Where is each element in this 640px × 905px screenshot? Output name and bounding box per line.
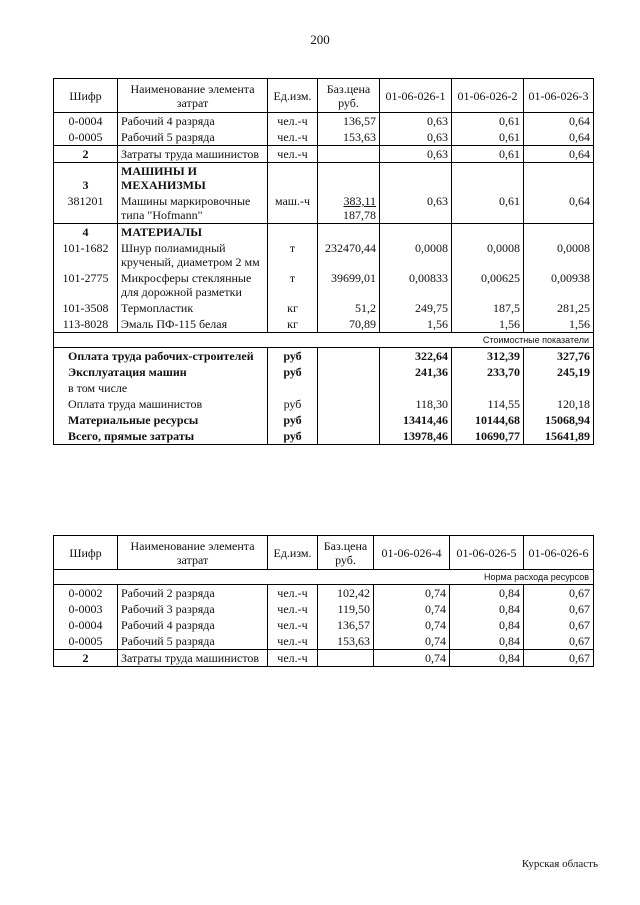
cell-v3: 0,00938 — [524, 270, 594, 300]
cell-unit: чел.-ч — [268, 146, 318, 163]
cell-v2: 1,56 — [452, 316, 524, 333]
cell-unit: кг — [268, 300, 318, 316]
cell-code: 2 — [54, 650, 118, 667]
cell-unit: чел.-ч — [268, 113, 318, 130]
cell-v2: 0,61 — [452, 129, 524, 146]
resource-norm-caption: Норма расхода ресурсов — [54, 570, 594, 585]
cell-code: 3 — [54, 163, 118, 194]
cell-v3: 0,67 — [524, 585, 594, 602]
table-row — [54, 585, 594, 602]
cell-code: 381201 — [54, 193, 118, 224]
table-row — [54, 300, 594, 316]
cell-unit: т — [268, 240, 318, 270]
page-number: 200 — [310, 32, 330, 47]
cell-v2: 0,84 — [450, 601, 524, 617]
cell-code: 2 — [54, 146, 118, 163]
caption-row — [54, 570, 594, 585]
table-row — [54, 129, 594, 146]
table-row — [54, 650, 594, 667]
cell-code: 101-2775 — [54, 270, 118, 300]
summary-v1: 13414,46 — [380, 412, 452, 428]
summary-name: Материальные ресурсы — [54, 412, 268, 428]
cell-name: Термопластик — [118, 300, 268, 316]
cell-price — [318, 193, 380, 224]
cell-code: 113-8028 — [54, 316, 118, 333]
summary-v3: 120,18 — [524, 396, 594, 412]
cell-name: Затраты труда машинистов — [118, 650, 268, 667]
header-col-3: 01-06-026-3 — [524, 79, 594, 113]
cell-price: 39699,01 — [318, 270, 380, 300]
cell-v3: 0,64 — [524, 129, 594, 146]
cell-price: 136,57 — [318, 113, 380, 130]
summary-v1: 13978,46 — [380, 428, 452, 445]
header-name: Наименование элемента затрат — [118, 536, 268, 570]
caption-row — [54, 333, 594, 348]
header-col-5: 01-06-026-5 — [450, 536, 524, 570]
cell-name: Рабочий 5 разряда — [118, 633, 268, 650]
cell-v2: 187,5 — [452, 300, 524, 316]
cell-v1: 0,74 — [374, 617, 450, 633]
header-col-6: 01-06-026-6 — [524, 536, 594, 570]
cell-name: Рабочий 4 разряда — [118, 113, 268, 130]
cell-v2: 0,0008 — [452, 240, 524, 270]
cell-price — [318, 146, 380, 163]
cell-name: Рабочий 4 разряда — [118, 617, 268, 633]
summary-v3: 245,19 — [524, 364, 594, 380]
cell-price: 136,57 — [318, 617, 374, 633]
cell-v3: 0,64 — [524, 193, 594, 224]
cell-code: 0-0002 — [54, 585, 118, 602]
cell-v2: 0,00625 — [452, 270, 524, 300]
table-row — [54, 240, 594, 270]
table-row — [54, 617, 594, 633]
table-row — [54, 316, 594, 333]
cell-v1: 0,63 — [380, 146, 452, 163]
summary-v3: 15641,89 — [524, 428, 594, 445]
cell-v3: 0,67 — [524, 601, 594, 617]
cell-v2: 0,61 — [452, 113, 524, 130]
cell-name: Микросферы стеклянные для дорожной разметки — [118, 270, 268, 300]
cell-v1: 249,75 — [380, 300, 452, 316]
cell-v3: 1,56 — [524, 316, 594, 333]
summary-v2: 233,70 — [452, 364, 524, 380]
cell-name: Машины маркировочные типа "Hofmann" — [118, 193, 268, 224]
cell-v1: 0,74 — [374, 585, 450, 602]
header-price: Баз.цена руб. — [318, 536, 374, 570]
cell-code: 0-0004 — [54, 113, 118, 130]
cell-code: 0-0003 — [54, 601, 118, 617]
cell-v3: 0,64 — [524, 146, 594, 163]
table-row — [54, 633, 594, 650]
header-col-4: 01-06-026-4 — [374, 536, 450, 570]
cell-code: 101-3508 — [54, 300, 118, 316]
cell-v1: 0,00833 — [380, 270, 452, 300]
summary-v2: 10144,68 — [452, 412, 524, 428]
summary-unit: руб — [268, 412, 318, 428]
table-row — [54, 193, 594, 224]
cell-price: 119,50 — [318, 601, 374, 617]
header-col-1: 01-06-026-1 — [380, 79, 452, 113]
summary-v2: 114,55 — [452, 396, 524, 412]
cell-code: 0-0005 — [54, 633, 118, 650]
header-code: Шифр — [54, 536, 118, 570]
cell-code: 0-0005 — [54, 129, 118, 146]
cell-price: 153,63 — [318, 633, 374, 650]
cell-v3: 281,25 — [524, 300, 594, 316]
cell-name: Эмаль ПФ-115 белая — [118, 316, 268, 333]
resource-table-2 — [53, 535, 594, 667]
cell-name: Рабочий 2 разряда — [118, 585, 268, 602]
cell-v1: 0,74 — [374, 601, 450, 617]
cost-indicators-caption: Стоимостные показатели — [54, 333, 594, 348]
summary-unit: руб — [268, 396, 318, 412]
cell-unit: чел.-ч — [268, 617, 318, 633]
header-name: Наименование элемента затрат — [118, 79, 268, 113]
cell-code: 101-1682 — [54, 240, 118, 270]
header-price: Баз.цена руб. — [318, 79, 380, 113]
summary-v1: 322,64 — [380, 348, 452, 365]
summary-v3: 15068,94 — [524, 412, 594, 428]
cell-unit: чел.-ч — [268, 129, 318, 146]
table-row — [54, 270, 594, 300]
price-bottom: 187,78 — [343, 208, 376, 222]
cell-v1: 0,63 — [380, 129, 452, 146]
cell-unit: чел.-ч — [268, 601, 318, 617]
table-header-row — [54, 536, 594, 570]
cell-v3: 0,67 — [524, 633, 594, 650]
table-header-row — [54, 79, 594, 113]
cell-v2: 0,84 — [450, 585, 524, 602]
summary-name: в том числе — [54, 380, 268, 396]
summary-unit: руб — [268, 428, 318, 445]
resource-table-1 — [53, 78, 594, 445]
summary-name: Эксплуатация машин — [54, 364, 268, 380]
cell-v3: 0,0008 — [524, 240, 594, 270]
summary-row — [54, 348, 594, 365]
summary-row — [54, 396, 594, 412]
cell-unit: чел.-ч — [268, 585, 318, 602]
header-col-2: 01-06-026-2 — [452, 79, 524, 113]
cell-v1: 0,74 — [374, 650, 450, 667]
table-row — [54, 113, 594, 130]
summary-name: Оплата труда машинистов — [54, 396, 268, 412]
cell-name: Затраты труда машинистов — [118, 146, 268, 163]
summary-unit: руб — [268, 364, 318, 380]
cell-v2: 0,84 — [450, 617, 524, 633]
cell-name: Рабочий 3 разряда — [118, 601, 268, 617]
cell-unit: кг — [268, 316, 318, 333]
cell-code: 4 — [54, 224, 118, 241]
cell-v1: 0,63 — [380, 113, 452, 130]
cell-v1: 0,74 — [374, 633, 450, 650]
section-title: МАШИНЫ И МЕХАНИЗМЫ — [118, 163, 268, 194]
header-code: Шифр — [54, 79, 118, 113]
summary-name: Всего, прямые затраты — [54, 428, 268, 445]
cell-v1: 0,0008 — [380, 240, 452, 270]
summary-v2: 312,39 — [452, 348, 524, 365]
summary-v1: 241,36 — [380, 364, 452, 380]
cell-unit: маш.-ч — [268, 193, 318, 224]
cell-name: Шнур полиамидный крученый, диаметром 2 мм — [118, 240, 268, 270]
cell-v2: 0,84 — [450, 650, 524, 667]
summary-row — [54, 428, 594, 445]
table-row — [54, 601, 594, 617]
cell-v2: 0,61 — [452, 193, 524, 224]
summary-row — [54, 364, 594, 380]
cell-price: 232470,44 — [318, 240, 380, 270]
price-top: 383,11 — [343, 194, 376, 208]
summary-name: Оплата труда рабочих-строителей — [54, 348, 268, 365]
cell-v3: 0,64 — [524, 113, 594, 130]
summary-unit: руб — [268, 348, 318, 365]
cell-v1: 1,56 — [380, 316, 452, 333]
summary-v2: 10690,77 — [452, 428, 524, 445]
cell-v3: 0,67 — [524, 617, 594, 633]
cell-v1: 0,63 — [380, 193, 452, 224]
cell-name: Рабочий 5 разряда — [118, 129, 268, 146]
summary-row — [54, 412, 594, 428]
header-unit: Ед.изм. — [268, 536, 318, 570]
cell-price: 102,42 — [318, 585, 374, 602]
cell-v3: 0,67 — [524, 650, 594, 667]
cell-price: 153,63 — [318, 129, 380, 146]
cell-price — [318, 650, 374, 667]
cell-price: 70,89 — [318, 316, 380, 333]
cell-unit: чел.-ч — [268, 633, 318, 650]
summary-v1: 118,30 — [380, 396, 452, 412]
region-footer: Курская область — [521, 858, 598, 870]
cell-v2: 0,61 — [452, 146, 524, 163]
cell-v2: 0,84 — [450, 633, 524, 650]
header-unit: Ед.изм. — [268, 79, 318, 113]
section-title: МАТЕРИАЛЫ — [118, 224, 268, 241]
table-row — [54, 146, 594, 163]
cell-price: 51,2 — [318, 300, 380, 316]
summary-row — [54, 380, 594, 396]
summary-v3: 327,76 — [524, 348, 594, 365]
section-row-machines — [54, 163, 594, 194]
cell-unit: т — [268, 270, 318, 300]
section-row-materials — [54, 224, 594, 241]
cell-code: 0-0004 — [54, 617, 118, 633]
cell-unit: чел.-ч — [268, 650, 318, 667]
